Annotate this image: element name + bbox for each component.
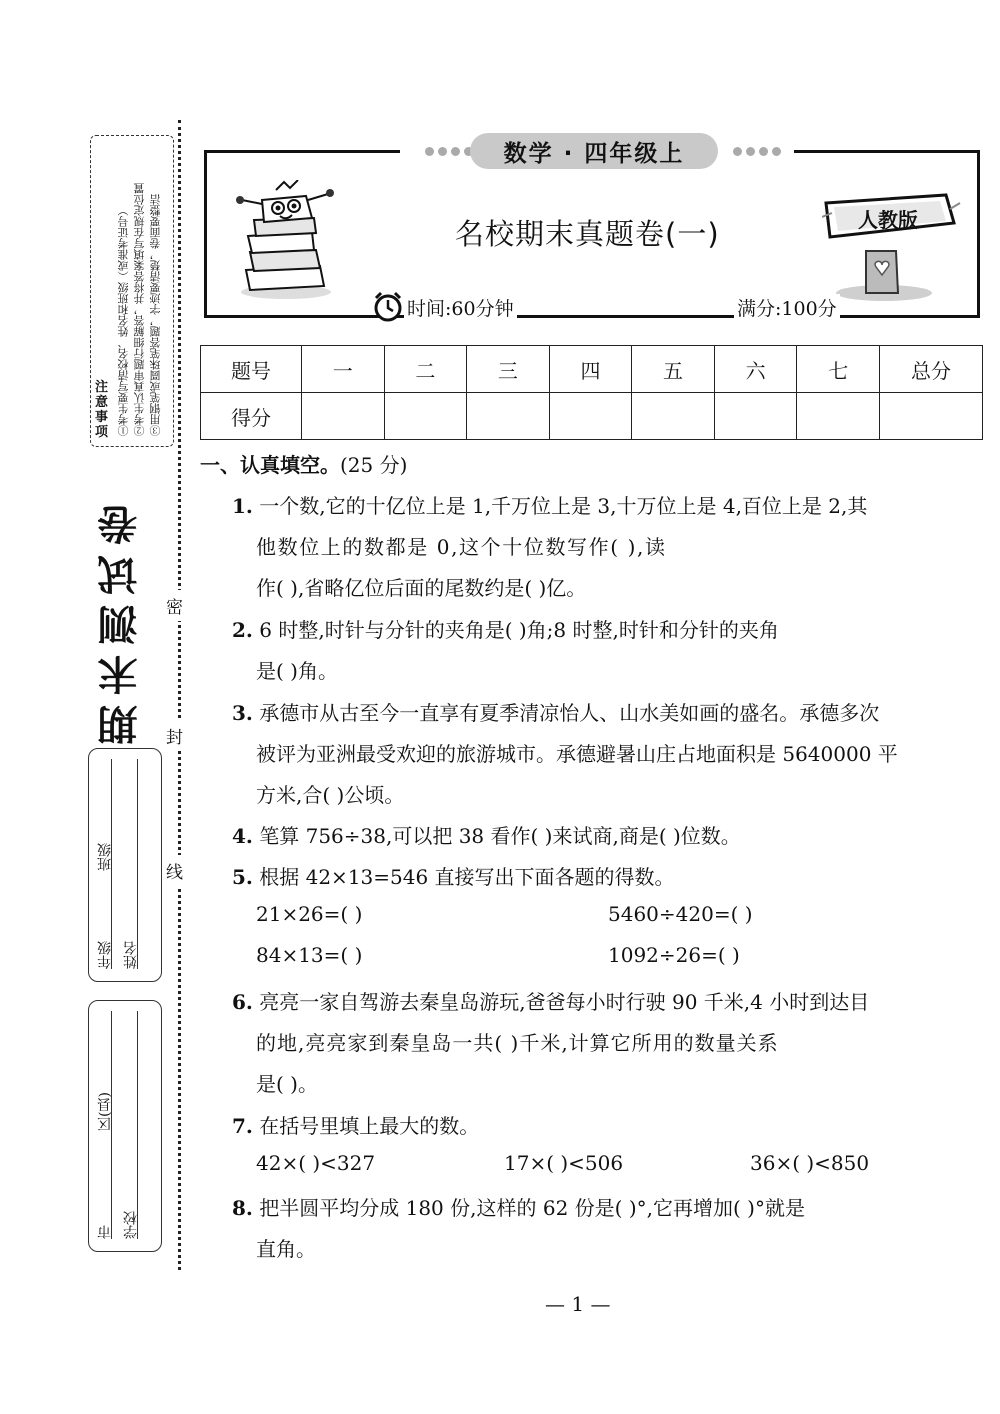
score-table-cell: 五: [632, 346, 715, 393]
page-number: — 1 —: [545, 1292, 611, 1316]
score-input-cell[interactable]: [467, 393, 550, 440]
full-score: 满分:100分: [734, 294, 840, 321]
question-number: 6.: [232, 990, 253, 1014]
student-info-box: [88, 748, 162, 982]
score-input-cell[interactable]: [714, 393, 797, 440]
score-input-cell[interactable]: [302, 393, 385, 440]
q5-item: 84×13=( ): [256, 943, 363, 967]
exam-title: 名校期末真题卷(一): [455, 217, 720, 251]
edition-label: 人教版: [858, 208, 918, 232]
subject-grade-pill: 数学 · 四年级上: [470, 133, 718, 169]
question-text: 承德市从古至今一直享有夏季清凉怡人、山水美如画的盛名。承德多次: [259, 701, 880, 725]
question-7-line-1: [232, 1110, 479, 1139]
alarm-clock-icon: [372, 290, 404, 322]
score-input-cell[interactable]: [384, 393, 467, 440]
score-table-cell: 得分: [201, 393, 302, 440]
name-underline: [137, 759, 138, 969]
question-3-line-3: 方米,合( )公顷。: [256, 783, 405, 807]
question-text: 6 时整,时针与分针的夹角是( )角;8 时整,时针和分针的夹角: [259, 618, 779, 642]
score-input-cell[interactable]: [797, 393, 880, 440]
question-3-line-2: 被评为亚洲最受欢迎的旅游城市。承德避暑山庄占地面积是 5640000 平: [256, 742, 898, 766]
question-6-line-1: [232, 986, 869, 1015]
question-text: 在括号里填上最大的数。: [259, 1114, 480, 1138]
notice-item-1: ①考生要写清校名、姓名和班级（或准考证号）: [117, 205, 130, 436]
score-table-cell: 题号: [201, 346, 302, 393]
district-label: 区(县): [97, 1092, 113, 1131]
score-table-score-row: [201, 393, 983, 440]
q7-item: 42×( )<327: [256, 1151, 376, 1175]
score-input-cell[interactable]: [549, 393, 632, 440]
question-number: 8.: [232, 1196, 253, 1220]
bind-word-sealing: 封: [166, 720, 183, 751]
section-title: 一、认真填空。: [200, 453, 340, 477]
score-input-cell[interactable]: [632, 393, 715, 440]
school-info-box: [88, 1000, 162, 1252]
grade-label: 年级: [97, 941, 113, 969]
notice-box: [90, 135, 174, 447]
question-6-line-2: 的地,亮亮家到秦皇岛一共( )千米,计算它所用的数量关系: [256, 1031, 779, 1055]
question-6-line-3: 是( )。: [256, 1072, 318, 1096]
question-1-line-1: [232, 490, 867, 519]
question-text: 一个数,它的十亿位上是 1,千万位上是 3,十万位上是 4,百位上是 2,其: [259, 494, 868, 518]
score-input-cell[interactable]: [880, 393, 983, 440]
question-5-line-1: [232, 861, 675, 890]
score-table-cell: 二: [384, 346, 467, 393]
question-text: 笔算 756÷38,可以把 38 看作( )来试商,商是( )位数。: [259, 824, 741, 848]
q5-item: 21×26=( ): [256, 902, 363, 926]
question-2-line-1: [232, 614, 779, 643]
score-table-cell: 四: [549, 346, 632, 393]
school-underline: [137, 1011, 138, 1239]
name-label: 姓名: [123, 941, 139, 969]
edition-signpost-illustration: [822, 193, 962, 303]
q5-item: 1092÷26=( ): [608, 943, 740, 967]
question-text: 把半圆平均分成 180 份,这样的 62 份是( )°,它再增加( )°就是: [259, 1196, 805, 1220]
score-table-cell: 总分: [880, 346, 983, 393]
class-label: 班级: [97, 843, 113, 871]
bind-word-line: 线: [166, 855, 183, 886]
school-label: 学校: [123, 1211, 139, 1239]
binding-dotted-line: [178, 120, 181, 1270]
question-number: 2.: [232, 618, 253, 642]
question-number: 1.: [232, 494, 253, 518]
decor-dots-left: [425, 147, 473, 156]
score-table-cell: 一: [302, 346, 385, 393]
section-points: (25 分): [340, 453, 408, 477]
question-number: 4.: [232, 824, 253, 848]
bind-word-seal: 密: [166, 590, 183, 621]
question-text: 根据 42×13=546 直接写出下面各题的得数。: [259, 865, 675, 889]
question-1-line-2: 他数位上的数都是 0,这个十位数写作( ),读: [256, 535, 667, 559]
q5-item: 5460÷420=( ): [608, 902, 753, 926]
question-8-line-1: [232, 1192, 805, 1221]
city-label: 市: [97, 1225, 113, 1239]
score-table-cell: 七: [797, 346, 880, 393]
question-4-line-1: [232, 820, 741, 849]
notice-item-2: ②考生认真审题行细解答，并将答案填写在规定位置: [133, 183, 146, 436]
question-number: 3.: [232, 701, 253, 725]
q7-item: 17×( )<506: [504, 1151, 624, 1175]
score-table: [200, 345, 983, 440]
decor-dots-right: [733, 147, 781, 156]
section-heading: [200, 449, 407, 478]
question-3-line-1: [232, 697, 879, 726]
question-number: 7.: [232, 1114, 253, 1138]
question-8-line-2: 直角。: [256, 1237, 316, 1261]
notice-item-3: ③用钢笔或圆珠笔答题，字迹要清楚，卷面要整洁: [149, 194, 162, 436]
question-1-line-3: 作( ),省略亿位后面的尾数约是( )亿。: [256, 576, 587, 600]
score-table-header-row: [201, 346, 983, 393]
vertical-exam-title: 期末测试卷: [98, 495, 144, 745]
question-2-line-2: 是( )角。: [256, 659, 338, 683]
books-mascot-illustration: [228, 180, 343, 302]
question-number: 5.: [232, 865, 253, 889]
score-table-cell: 三: [467, 346, 550, 393]
notice-label: 注意事项: [95, 380, 109, 440]
q7-item: 36×( )<850: [750, 1151, 870, 1175]
exam-time: 时间:60分钟: [404, 294, 517, 321]
question-text: 亮亮一家自驾游去秦皇岛游玩,爸爸每小时行驶 90 千米,4 小时到达目: [259, 990, 870, 1014]
score-table-cell: 六: [714, 346, 797, 393]
